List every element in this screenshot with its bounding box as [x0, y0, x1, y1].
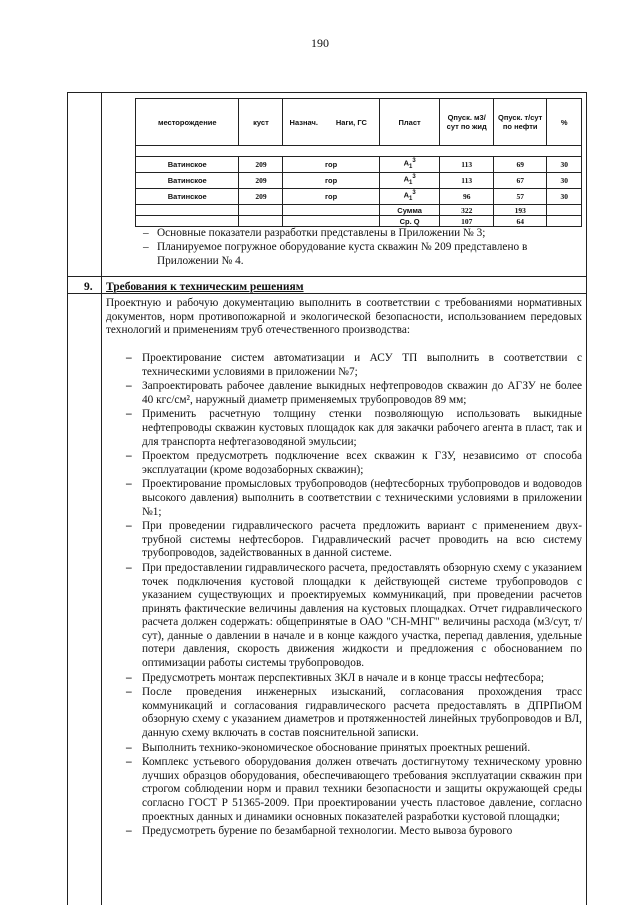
list-item-text: Выполнить технико-экономическое обоснование принятых проектных решений.: [142, 741, 531, 754]
list-item-text: Комплекс устьевого оборудования должен отвечать достигнутому техническому уровню лучших образцов оборудования, обеспечивающего требования эксплуатации скважин при строгом соблюдении норм и правил техники безопасности и защиты окружающей среды согласно ГОСТ Р 51365-2009. При проектировании учесть пластовое давление, согласно проектных данных и динамики основных показателей разработки кустовой площадки;: [142, 756, 582, 823]
table-header-row: [136, 99, 582, 146]
content-frame: [67, 92, 587, 905]
cell-oil-rate: 67: [493, 173, 547, 189]
header-field: месторождение: [136, 99, 239, 146]
list-item: – Предусмотреть бурение по безамбарной технологии. Место вывоза бурового: [126, 825, 513, 838]
requirements-list: [106, 352, 582, 840]
list-item: – Комплекс устьевого оборудования должен отвечать достигнутому техническому уровню лучших образцов оборудования, обеспечивающего требования эксплуатации скважин при строгом соблюдении норм и правил техники безопасности и защиты окружающей среды согласно ГОСТ Р 51365-2009. При проектировании учесть пластовое давление, согласно проектных данных и динамики основных показателей разработки кустовой площадки;: [126, 756, 582, 823]
cell-layer: [379, 157, 440, 173]
list-item: – После проведения инженерных изысканий, согласования прохождения трасс коммуникаций и согласования гидравлического расчета предоставлять в ДПРПиОМ обзорную схему с указанием диаметров и протяженностей линейных трубопроводов и ВЛ, данную схему включать в состав пояснительной записки.: [126, 686, 582, 740]
layer-subscript: 1: [408, 180, 413, 186]
layer-superscript: 3: [412, 158, 416, 164]
list-item-text: Проектирование систем автоматизации и АСУ ТП выполнить в соответствии с техническими условиями в приложении №7;: [142, 352, 582, 378]
frame-column-divider: [101, 92, 102, 905]
top-bullet: – Основные показатели разработки представлены в Приложении № 3;: [143, 226, 581, 240]
top-bullet-text: Планируемое погружное оборудование куста скважин № 209 представлено в Приложении № 4.: [157, 241, 528, 267]
list-item-text: После проведения инженерных изысканий, согласования прохождения трасс коммуникаций и согласования гидравлического расчета предоставлять в ДПРПиОМ обзорную схему с указанием диаметров и протяженностей линейных трубопроводов и ВЛ, данную схему включать в состав пояснительной записки.: [142, 686, 582, 740]
cell-field: Ватинское: [136, 157, 239, 173]
layer-name: А: [403, 158, 409, 168]
cell-oil-rate: 57: [493, 189, 547, 205]
frame-right-border: [586, 92, 587, 905]
list-item-text: Проектом предусмотреть подключение всех скважин к ГЗУ, независимо от способа эксплуатации (кроме водозаборных скважин);: [142, 450, 582, 476]
list-item-text: При предоставлении гидравлического расчета, предоставлять обзорную схему с указанием точек подключения кустовой площадки к действующей системе трубопроводов с указанием существующих и проектируемых коммуникаций, при проведении расчетов принять фактические величины давления на кустовых площадках. Отчет гидравлического расчета должен содержать: общепринятые в ОАО "СН-МНГ" величины расхода (м3/сут, т/сут), данные о давлении в начале и в конце каждого участка, перепад давления, удельные потери давления, скорость движения жидкости и предложения с обоснованием по оптимизации работы системы трубопроводов.: [142, 561, 582, 670]
list-item: – Запроектировать рабочее давление выкидных нефтепроводов скважин до АГЗУ не более 40 кгс/см², наружный диаметр применяемых трубопроводов 89 мм;: [126, 380, 582, 406]
table-row: [136, 189, 582, 205]
frame-top-border: [67, 92, 587, 93]
top-bullet: – Планируемое погружное оборудование куста скважин № 209 представлено в Приложении № 4.: [143, 240, 581, 268]
layer-superscript: 3: [412, 190, 416, 196]
cell-layer: [379, 173, 440, 189]
production-table: [135, 98, 582, 227]
cell-percent: 30: [547, 173, 582, 189]
list-item: – Предусмотреть монтаж перспективных ЗКЛ в начале и в конце трассы нефтесбора;: [126, 671, 545, 684]
header-liquid-rate: Qпуск. м3/сут по жид: [440, 99, 494, 146]
header-oil-rate: Qпуск. т/сут по нефти: [493, 99, 547, 146]
cell-pad: 209: [239, 157, 283, 173]
list-item: – Выполнить технико-экономическое обоснование принятых проектных решений.: [126, 741, 531, 754]
cell-oil-rate: 69: [493, 157, 547, 173]
section-number: 9.: [84, 281, 93, 293]
cell-percent: 30: [547, 189, 582, 205]
list-item: – При предоставлении гидравлического расчета, предоставлять обзорную схему с указанием точек подключения кустовой площадки к действующей системе трубопроводов с указанием существующих и проектируемых коммуникаций, при проведении расчетов принять фактические величины давления на кустовых площадках. Отчет гидравлического расчета должен содержать: общепринятые в ОАО "СН-МНГ" величины расхода (м3/сут, т/сут), данные о давлении в начале и в конце каждого участка, перепад давления, удельные потери давления, скорость движения жидкости и предложения с обоснованием по оптимизации работы системы трубопроводов.: [126, 561, 582, 670]
layer-name: А: [403, 190, 409, 200]
table-gap-row: [136, 146, 582, 157]
cell-liquid-rate: 113: [440, 173, 494, 189]
cell-liquid-rate: 113: [440, 157, 494, 173]
top-bullet-text: Основные показатели разработки представлены в Приложении № 3;: [157, 227, 486, 239]
table-sum-row: [136, 205, 582, 216]
average-oil: 64: [493, 216, 547, 227]
header-pad: куст: [239, 99, 283, 146]
list-item: – Применить расчетную толщину стенки позволяющую использовать выкидные нефтепроводы скважин кустовых площадок как для закачки рабочего агента в пласт, так и для транспорта нефтегазоводяной эмульсии;: [126, 408, 582, 448]
layer-superscript: 3: [412, 174, 416, 180]
cell-purpose: гор: [283, 189, 379, 205]
cell-pad: 209: [239, 173, 283, 189]
list-item: – Проектом предусмотреть подключение всех скважин к ГЗУ, независимо от способа эксплуатации (кроме водозаборных скважин);: [126, 450, 582, 476]
layer-name: А: [403, 174, 409, 184]
section-intro: Проектную и рабочую документацию выполнить в соответствии с требованиями нормативных документов, норм противопожарной и экологической безопасности, использованием передовых технологий и применениям труб отечественного производства:: [106, 297, 582, 337]
average-liquid: 107: [440, 216, 494, 227]
list-item-text: Применить расчетную толщину стенки позволяющую использовать выкидные нефтепроводы скважин кустовых площадок как для закачки рабочего агента в пласт, так и для транспорта нефтегазоводяной эмульсии;: [142, 408, 582, 448]
sum-oil: 193: [493, 205, 547, 216]
cell-liquid-rate: 96: [440, 189, 494, 205]
layer-subscript: 1: [408, 164, 413, 170]
sum-label: Сумма: [379, 205, 440, 216]
list-item-text: Предусмотреть монтаж перспективных ЗКЛ в начале и в конце трассы нефтесбора;: [142, 671, 545, 684]
list-item-text: Запроектировать рабочее давление выкидных нефтепроводов скважин до АГЗУ не более 40 кгс/см², наружный диаметр применяемых трубопроводов 89 мм;: [142, 380, 582, 406]
list-item-text: Проектирование промысловых трубопроводов (нефтесборных трубопроводов и водоводов высокого давления) выполнить в соответствии с техническими условиями в приложении №1;: [142, 478, 582, 518]
cell-purpose: гор: [283, 157, 379, 173]
cell-pad: 209: [239, 189, 283, 205]
average-label: Ср. Q: [379, 216, 440, 227]
header-purpose: Назнач.: [283, 99, 324, 146]
header-percent: %: [547, 99, 582, 146]
table-row: [136, 157, 582, 173]
list-item: – Проектирование промысловых трубопроводов (нефтесборных трубопроводов и водоводов высокого давления) выполнить в соответствии с техническими условиями в приложении №1;: [126, 478, 582, 518]
section-top-border: [67, 276, 587, 277]
cell-field: Ватинское: [136, 189, 239, 205]
cell-field: Ватинское: [136, 173, 239, 189]
cell-layer: [379, 189, 440, 205]
table-row: [136, 173, 582, 189]
cell-percent: 30: [547, 157, 582, 173]
list-item-text: Предусмотреть бурение по безамбарной технологии. Место вывоза бурового: [142, 825, 513, 838]
header-load: Наги, ГС: [324, 99, 379, 146]
cell-purpose: гор: [283, 173, 379, 189]
sum-liquid: 322: [440, 205, 494, 216]
layer-subscript: 1: [408, 196, 413, 202]
list-item: – Проектирование систем автоматизации и АСУ ТП выполнить в соответствии с техническими условиями в приложении №7;: [126, 352, 582, 378]
list-item-text: При проведении гидравлического расчета предложить вариант с применением двух-трубной системы нефтесборов. Гидравлический расчет проводить на всю систему трубопроводов, задействованных в данной системе.: [142, 520, 582, 560]
list-item: – При проведении гидравлического расчета предложить вариант с применением двух-трубной системы нефтесборов. Гидравлический расчет проводить на всю систему трубопроводов, задействованных в данной системе.: [126, 520, 582, 560]
frame-left-border: [67, 92, 68, 905]
table-average-row: [136, 216, 582, 227]
page-number: 190: [311, 36, 329, 50]
section-title-border: [67, 293, 587, 294]
header-layer: Пласт: [379, 99, 440, 146]
section-title: Требования к техническим решениям: [106, 281, 304, 293]
